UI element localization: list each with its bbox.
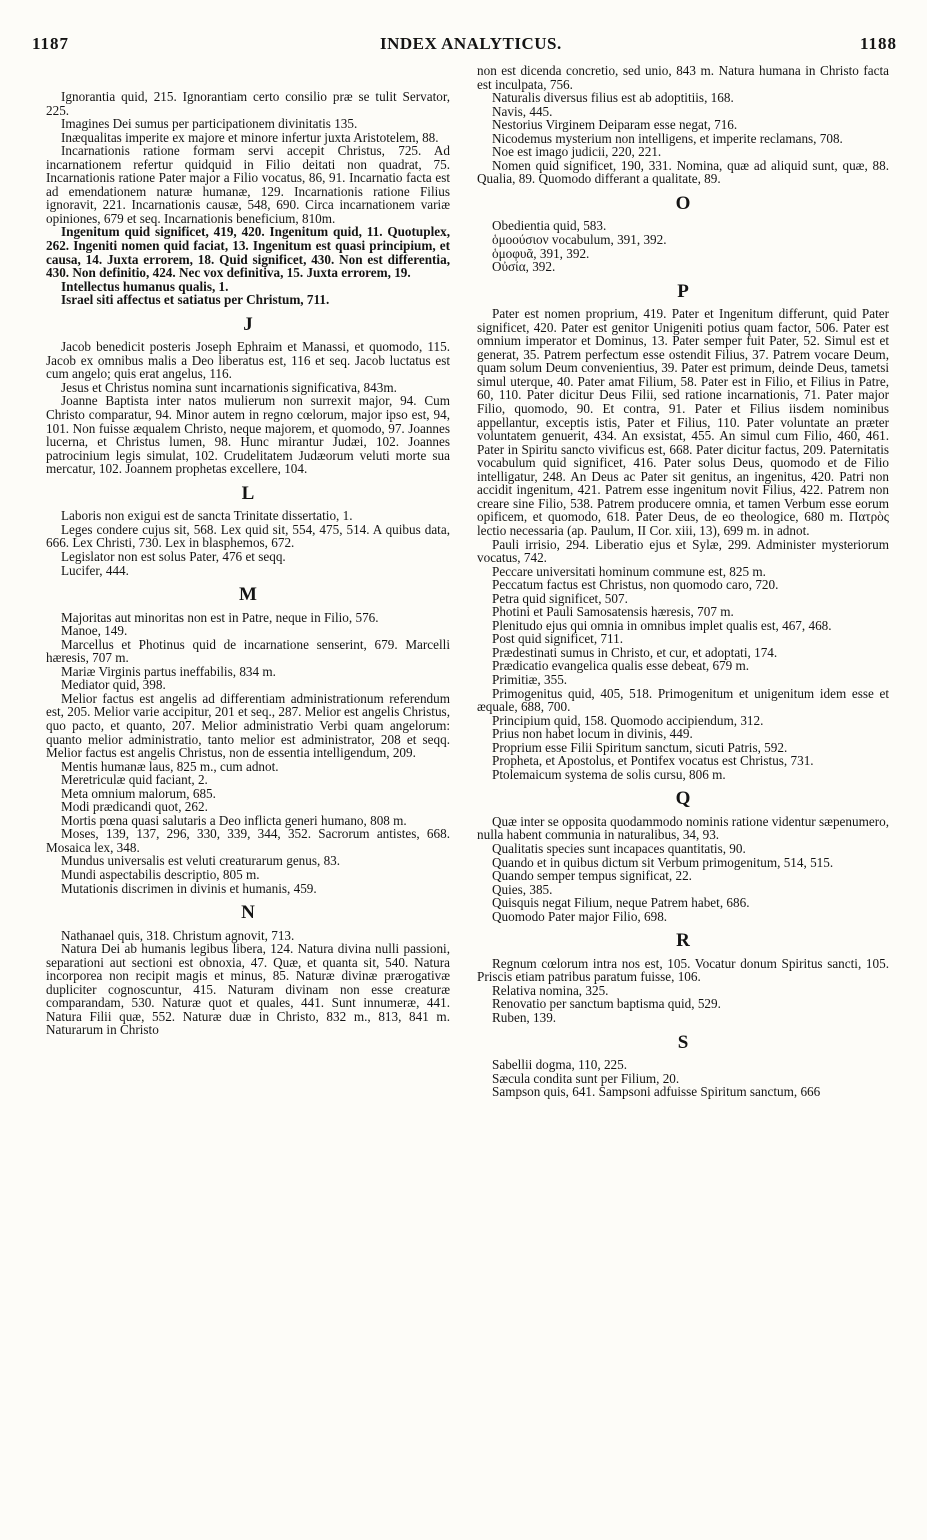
- index-entry: Principium quid, 158. Quomodo accipiendum, 312.: [492, 712, 764, 728]
- index-entry: Legislator non est solus Pater, 476 et seqq.: [61, 548, 286, 564]
- index-entry: Renovatio per sanctum baptisma quid, 529.: [492, 996, 721, 1012]
- index-entry: Mutationis discrimen in divinis et humanis, 459.: [61, 880, 317, 896]
- section-letter: J: [243, 313, 253, 335]
- section-letter: O: [675, 192, 691, 214]
- index-entry: Ptolemaicum systema de solis cursu, 806 m.: [492, 766, 726, 782]
- index-entry: Marcellus et Photinus quid de incarnatione senserint, 679. Marcelli hæresis, 707 m.: [46, 636, 450, 666]
- index-entry: Mediator quid, 398.: [61, 677, 166, 693]
- index-entry: Intellectus humanus qualis, 1.: [61, 278, 229, 294]
- index-entry: Mortis pœna quasi salutaris a Deo inflicta generi humano, 808 m.: [61, 812, 407, 828]
- index-entry: Leges condere cujus sit, 568. Lex quid sit, 554, 475, 514. A quibus data, 666. Lex Christi, 730. Lex in blasphemos, 672.: [46, 521, 450, 551]
- index-entry: Ignorantia quid, 215. Ignorantiam certo consilio præ se tulit Servator, 225.: [46, 89, 450, 118]
- index-entry: Majoritas aut minoritas non est in Patre, neque in Filio, 576.: [61, 609, 379, 625]
- index-entry: Israel siti affectus et satiatus per Christum, 711.: [61, 292, 330, 308]
- index-entry: Naturalis diversus filius est ab adoptitiis, 168.: [492, 90, 734, 106]
- index-entry: Obedientia quid, 583.: [492, 218, 607, 234]
- index-entry: Plenitudo ejus qui omnia in omnibus implet qualis est, 467, 468.: [492, 617, 832, 633]
- section-letter: M: [239, 584, 257, 606]
- index-entry: Sæcula condita sunt per Filium, 20.: [492, 1070, 680, 1086]
- index-entry: Nomen quid significet, 190, 331. Nomina, quæ ad aliquid sunt, quæ, 88. Qualia, 89. Quomodo differant a qualitate, 89.: [477, 157, 889, 187]
- index-entry: Moses, 139, 137, 296, 330, 339, 344, 352. Sacrorum antistes, 668. Mosaica lex, 348.: [46, 826, 450, 855]
- index-entry: Peccatum factus est Christus, non quomodo caro, 720.: [492, 577, 779, 593]
- right-page-number: 1188: [859, 34, 897, 53]
- index-entry: Meretriculæ quid faciant, 2.: [61, 772, 208, 788]
- section-letter: N: [241, 902, 255, 924]
- index-entry: Quies, 385.: [492, 881, 553, 897]
- index-entry: Manoe, 149.: [61, 623, 128, 639]
- index-entry: Inæqualitas imperite ex majore et minore infertur juxta Aristotelem, 88.: [61, 129, 439, 145]
- index-entry: Quomodo Pater major Filio, 698.: [492, 908, 668, 924]
- index-entry: Laboris non exigui est de sancta Trinitate dissertatio, 1.: [61, 508, 353, 524]
- index-entry: Nicodemus mysterium non intelligens, et imperite reclamans, 708.: [492, 130, 843, 146]
- index-entry: Jacob benedicit posteris Joseph Ephraim et Manassi, et quomodo, 115. Jacob ex omnibus malis a Deo liberatus est, 116 et seq. Jacob luctatus est cum angelo; quis erat angelus, 116.: [46, 339, 450, 382]
- index-entry: Proprium esse Filii Spiritum sanctum, sicuti Patris, 592.: [492, 739, 788, 755]
- index-entry: Jesus et Christus nomina sunt incarnationis significativa, 843m.: [61, 379, 397, 395]
- index-entry: Οὐσία, 392.: [492, 259, 556, 275]
- section-letter: R: [676, 930, 690, 952]
- index-entry: Quando semper tempus significat, 22.: [492, 868, 692, 884]
- index-entry: Post quid significet, 711.: [492, 631, 624, 647]
- index-entry: Mundi aspectabilis descriptio, 805 m.: [61, 866, 260, 882]
- index-entry: Nathanael quis, 318. Christum agnovit, 713.: [61, 927, 295, 943]
- section-letter: Q: [675, 788, 691, 810]
- index-entry: Qualitatis species sunt incapaces quantitatis, 90.: [492, 840, 746, 856]
- index-entry: Primitiæ, 355.: [492, 671, 568, 687]
- index-entry: Mariæ Virginis partus ineffabilis, 834 m.: [61, 663, 276, 679]
- index-entry: Primogenitus quid, 405, 518. Primogenitum et unigenitum idem esse et æquale, 688, 700.: [477, 685, 889, 715]
- index-entry: Mentis humanæ laus, 825 m., cum adnot.: [61, 758, 279, 774]
- index-entry: non est dicenda concretio, sed unio, 843 m. Natura humana in Christo facta est inculpata, 756.: [477, 63, 889, 92]
- page-header: [0, 34, 927, 58]
- index-entry: Pauli irrisio, 294. Liberatio ejus et Sylæ, 299. Administer mysteriorum vocatus, 742.: [477, 536, 889, 566]
- index-entry: Natura Dei ab humanis legibus libera, 124. Natura divina nulli passioni, separationi aut sectioni est obnoxia, 47. Quæ, et quanta sit, 540. Natura incorporea non recipit magis et minus, 85. Naturæ divinæ prærogativæ dupliciter cognoscuntur, 415. Naturam divinam non esse creaturæ comparandam, 530. Naturæ quot et quales, 441. Sunt innumeræ, 441. Natura Filii quæ, 552. Naturæ duæ in Christo, 832 m., 813, 841 m. Naturarum in Christo: [46, 941, 450, 1038]
- index-entry: Quando et in quibus dictum sit Verbum primogenitum, 514, 515.: [492, 854, 834, 870]
- index-entry: Modi prædicandi quot, 262.: [61, 799, 208, 815]
- section-letter: L: [241, 482, 255, 504]
- index-entry: Imagines Dei sumus per participationem divinitatis 135.: [61, 116, 358, 132]
- section-letter: S: [677, 1031, 689, 1053]
- left-page-number: 1187: [32, 34, 70, 53]
- index-entry: Ingenitum quid significet, 419, 420. Ingenitum quid, 11. Quotuplex, 262. Ingeniti nomen quid faciat, 13. Ingenitum est quasi principium, et causa, 14. Juxta errorem, 18. Quid significet, 430. Non est differentia, 430. Non definitio, 424. Nec vox definitiva, 15. Juxta errorem, 19.: [46, 224, 450, 281]
- index-entry: Nestorius Virginem Deiparam esse negat, 716.: [492, 117, 738, 133]
- index-entry: Navis, 445.: [492, 103, 553, 119]
- index-entry: Prius non habet locum in divinis, 449.: [492, 726, 693, 742]
- index-entry: Prædicatio evangelica qualis esse debeat, 679 m.: [492, 658, 750, 674]
- index-entry: Pater est nomen proprium, 419. Pater et Ingenitum differunt, quid Pater significet, 420. Pater est genitor Unigeniti potius quam factor, 506. Pater est omnium imperator et Dominus, 13. Pater semper fuit Pater, 52. Simul est et generat, 35. Patrem perfectum esse ostendit Filius, 37. Patrem vocare Deum, quam solum Deum convenientius, 39. Pater est primum, deinde Deus, tametsi simul uterque, 40. Pater amat Filium, 58. Pater est in Filio, et Filius in Patre, 60, 110. Pater dicitur Deus Filii, sed ratione incarnationis, 71. Pater major Filio, quomodo, 90. Et contra, 91. Pater et Filius iisdem nominibus appellantur, exceptis istis, Pater et Filius, 110. Pater voluntate an præter voluntatem genuerit, 434. An exsistat, 455. An simul cum Filio, 460, 461. Pater in Spiritu sancto vivificus est, 668. Pater dicitur factus, 209. Paternitatis vocabulum quid significet, 416. Pater solus Deus, quomodo et de Filio intelligatur, 248. An Deus ac Pater sit genitus, an ingenitus, 420. Patri non accidit ingenitum, 421. Patrem esse ingenitum novit Filius, 422. Patrem non creare sine Filio, 538. Patrem producere omnia, et tamen Verbum esse eorum opificem, et quomodo, 618. Pater Deus, de eo theologice, 680 m. Πατρὸς lectio necessaria (ap. Paulum, II Cor. xiii, 13), 699 m. in adnot.: [477, 306, 889, 538]
- index-entry: Joanne Baptista inter natos mulierum non surrexit major, 94. Cum Christo comparatur, 94. Minor autem in regno cœlorum, major ipso est, 94, 101. Non fuisse æqualem Christo, neque majorem, et quomodo, 97. Joannes lucerna, et Christus lumen, 98. Hunc mirantur Judæi, 102. Joannes patrocinium legis simulat, 102. Crudelitatem Judæorum veluti morte sua mercatur, 102. Joannem prophetas excellere, 104.: [46, 393, 450, 477]
- index-entry: Relativa nomina, 325.: [492, 982, 609, 998]
- index-entry: Quisquis negat Filium, neque Patrem habet, 686.: [492, 895, 750, 911]
- section-letter: P: [677, 280, 689, 302]
- index-entry: Noe est imago judicii, 220, 221.: [492, 144, 662, 160]
- index-entry: Peccare universitati hominum commune est, 825 m.: [492, 563, 766, 579]
- index-entry: Propheta, et Apostolus, et Pontifex vocatus est Christus, 731.: [492, 753, 814, 769]
- left-column: [46, 90, 450, 1037]
- index-entry: Lucifer, 444.: [61, 562, 129, 578]
- index-entry: Mundus universalis est veluti creaturarum genus, 83.: [61, 853, 341, 869]
- index-entry: Ruben, 139.: [492, 1010, 557, 1025]
- index-entry: Sampson quis, 641. Sampsoni adfuisse Spiritum sanctum, 666: [492, 1084, 821, 1100]
- index-entry: ὁμοφυᾶ, 391, 392.: [492, 245, 590, 261]
- index-entry: Incarnationis ratione formam servi accepit Christus, 725. Ad incarnationem refertur quidquid in Filio deitati non quadrat, 75. Incarnationis ratione Pater major a Filio vocatus, 86, 91. Incarnatio facta est ad emendationem naturæ humanæ, 129. Incarnationis ratione Filius ignoravit, 221. Incarnationis causæ, 548, 690. Circa incarnationem variæ opiniones, 679 et seq. Incarnationis beneficium, 810m.: [46, 143, 450, 226]
- index-entry: ὁμοούσιον vocabulum, 391, 392.: [492, 232, 667, 248]
- running-title: INDEX ANALYTICUS.: [380, 34, 562, 53]
- index-entry: Regnum cœlorum intra nos est, 105. Vocatur donum Spiritus sancti, 105. Priscis etiam patribus paratum fuisse, 106.: [477, 955, 889, 985]
- index-entry: Prædestinati sumus in Christo, et cur, et adoptati, 174.: [492, 644, 778, 660]
- index-entry: Photini et Pauli Samosatensis hæresis, 707 m.: [492, 604, 734, 620]
- right-column: [477, 64, 889, 1099]
- index-entry: Sabellii dogma, 110, 225.: [492, 1057, 628, 1073]
- index-entry: Meta omnium malorum, 685.: [61, 785, 216, 801]
- index-entry: Petra quid significet, 507.: [492, 590, 628, 606]
- index-entry: Melior factus est angelis ad differentiam administrationum referendum est, 205. Melior varie accipitur, 201 et seq., 287. Melior est angelis Christus, quo pacto, et quanto, 207. Melior administratio Verbi quam angelorum: quanto melior administratio, tanto melior est administrator, 208 et seqq. Melior factus est angelis Christus, non de essentia intelligendum, 209.: [46, 690, 450, 761]
- index-entry: Quæ inter se opposita quodammodo nominis ratione videntur sæpenumero, nulla habent communia in naturalibus, 34, 93.: [477, 813, 889, 843]
